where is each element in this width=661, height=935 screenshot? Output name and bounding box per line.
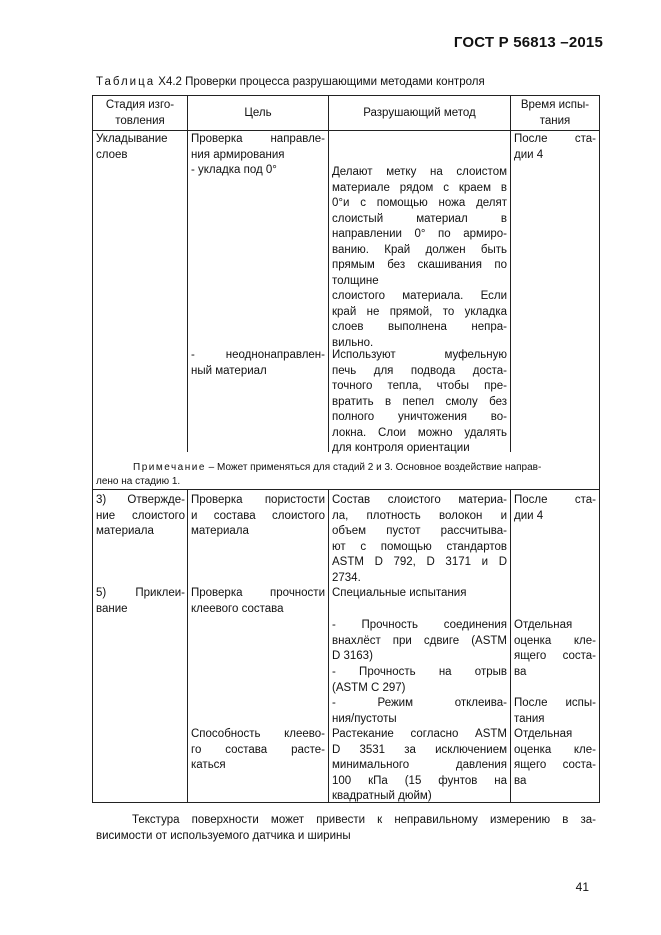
row2-stage [96, 493, 185, 540]
row3-method-shear [332, 618, 507, 665]
text-line: Растекание согласно ASTM [332, 728, 507, 740]
text-line: 3) Отвержде- [96, 494, 185, 506]
document-standard-number: ГОСТ Р 56813 –2015 [453, 34, 603, 51]
text-line: материале рядом с краем в [332, 181, 507, 194]
text-line: - Прочность на отрыв [332, 666, 507, 678]
text-line: Способность клеево- [191, 728, 325, 740]
col-divider-2b [328, 489, 329, 803]
text-line: толщине [332, 274, 379, 287]
text-line: вильно. [332, 336, 374, 349]
text-line: и состава слоистого [191, 509, 325, 522]
text-line: D 3531 за исключением [332, 743, 507, 756]
col-divider-3b [510, 489, 511, 803]
row3-goal-spreading [191, 727, 325, 774]
text-line: квадратный дюйм) [332, 790, 432, 802]
text-line: ние слоистого [96, 509, 185, 522]
row3-method-heading [332, 586, 507, 602]
row1-method-furnace [332, 348, 507, 457]
text-line: 0°и с помощью ножа делят [332, 197, 507, 209]
text-line: слоистый материал в [332, 212, 507, 225]
caption-prefix: Таблица [96, 76, 156, 88]
text-line: Проверка пористости [191, 494, 325, 506]
text-line: 2734. [332, 571, 361, 584]
row3-time-separate-2 [514, 727, 596, 789]
caption-title: Х4.2 Проверки процесса разрушающими методами контроля [155, 76, 485, 88]
text-line: (ASTM C 297) [332, 681, 406, 694]
text-line: - укладка под 0° [191, 164, 277, 176]
text-line: точного тепла, чтобы пре- [332, 380, 507, 392]
page-number: 41 [575, 880, 589, 894]
text-line: Делают метку на слоистом [332, 166, 507, 178]
text-line: Текстура поверхности может привести к неправильному измерению в за- [132, 814, 596, 826]
text-line: полного уничтожения во- [332, 411, 507, 423]
row1-goal-orientation [191, 132, 325, 179]
row3-time-separate-1 [514, 618, 596, 680]
text-line: Укладывание [96, 133, 168, 145]
note-text: – Может применяться для стадий 2 и 3. Основное воздействие направ- [205, 462, 542, 473]
text-line: Стадия изго- товления [105, 99, 175, 127]
text-line: ящего соста- [514, 759, 596, 771]
text-line: прямым без скашивания по [332, 259, 507, 271]
text-line: ния армирования [191, 148, 285, 161]
text-line: печь для подвода доста- [332, 364, 507, 377]
text-line: ва [514, 774, 527, 787]
text-line [96, 461, 596, 475]
text-line: После ста- [514, 494, 596, 506]
text-line: ла, плотность волокон и [332, 509, 507, 522]
row2-goal [191, 493, 325, 540]
header-method [329, 106, 510, 122]
text-line: ния/пустоты [332, 712, 397, 725]
text-line: ный материал [191, 364, 267, 377]
table-note [96, 461, 596, 489]
text-line: ASTM D 792, D 3171 и D [332, 556, 507, 568]
text-line: вратить в пепел смолу без [332, 395, 507, 408]
note-text-continued: лено на стадию 1. [96, 476, 181, 487]
text-line: Состав слоистого материа- [332, 494, 507, 506]
text-line: После ста- [514, 133, 596, 145]
text-line: D 3163) [332, 650, 373, 662]
row1-method-marking [332, 165, 507, 351]
text-line: Разрушающий метод [363, 107, 476, 119]
row3-stage [96, 586, 185, 617]
text-line: Проверка направле- [191, 133, 325, 145]
text-line: вание [96, 602, 128, 615]
text-line: материала [96, 525, 154, 537]
inspection-table [92, 95, 600, 803]
text-line: слоев [96, 148, 128, 161]
text-line: оценка кле- [514, 634, 596, 647]
row1-stage [96, 132, 186, 163]
row3-method-voids [332, 696, 507, 727]
table-caption [96, 76, 485, 88]
text-line: внахлёст при сдвиге (ASTM [332, 634, 507, 647]
row1-goal-nonunidirectional [191, 348, 325, 379]
text-line: висимости от используемого датчика и ширины [96, 830, 351, 842]
col-divider-1a [187, 96, 188, 452]
text-line: минимального давления [332, 759, 507, 771]
header-stage [93, 98, 187, 129]
text-line: го состава расте- [191, 743, 325, 756]
text-line: слоев выполнена непра- [332, 321, 507, 333]
text-line: 5) Приклеи- [96, 587, 185, 599]
row1-time [514, 132, 596, 163]
text-line: ванию. Край должен быть [332, 243, 507, 256]
text-line: ва [514, 665, 527, 678]
text-line: - Прочность соединения [332, 619, 507, 631]
text-line: тания [514, 712, 545, 725]
text-line: дии 4 [514, 148, 544, 161]
text-line: Время испы- тания [520, 99, 590, 127]
text-line: Проверка прочности [191, 587, 325, 599]
text-line: материала [191, 525, 249, 537]
row3-method-peel [332, 665, 507, 696]
header-divider [93, 130, 599, 131]
text-line: локна. Слои можно удалять [332, 426, 507, 439]
text-line: 100 кПа (15 фунтов на [332, 774, 507, 787]
header-time [511, 98, 599, 129]
text-line: оценка кле- [514, 743, 596, 756]
note-label: Примечание [133, 462, 206, 473]
text-line: дии 4 [514, 509, 544, 522]
text-line: - неоднонаправлен- [191, 349, 325, 361]
text-line: ящего соста- [514, 650, 596, 662]
text-line: Отдельная [514, 619, 573, 631]
row3-time-after-test [514, 696, 596, 727]
row2-method [332, 493, 507, 586]
row2-time [514, 493, 596, 524]
text-line: Специальные испытания [332, 587, 467, 599]
text-line: клеевого состава [191, 602, 284, 615]
text-line: Отдельная [514, 728, 573, 740]
text-line: каться [191, 759, 226, 771]
text-line: После испы- [514, 697, 596, 709]
body-paragraph [96, 812, 596, 844]
text-line: направлении 0° по армиро- [332, 228, 507, 240]
col-divider-1b [187, 489, 188, 803]
text-line: объем пустот рассчитыва- [332, 525, 507, 537]
text-line: Цель [244, 107, 272, 119]
header-goal [188, 106, 328, 122]
col-divider-2a [328, 96, 329, 452]
text-line: край не прямой, то укладка [332, 305, 507, 318]
text-line: ют с помощью стандартов [332, 540, 507, 553]
row3-goal-strength [191, 586, 325, 617]
text-line: - Режим отклеива- [332, 697, 507, 709]
col-divider-3a [510, 96, 511, 452]
row3-method-spreading [332, 727, 507, 805]
note-divider [93, 489, 599, 490]
text-line: для контроля ориентации [332, 442, 470, 454]
text-line: слоистого материала. Если [332, 290, 507, 302]
text-line: Используют муфельную [332, 349, 507, 361]
